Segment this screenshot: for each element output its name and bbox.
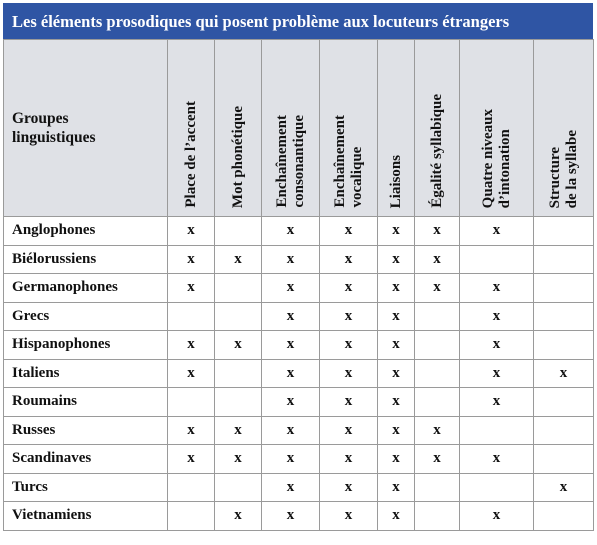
table-row xyxy=(4,245,594,274)
problem-mark-cell xyxy=(215,473,262,502)
problem-mark-cell xyxy=(215,217,262,246)
problem-mark-cell: x xyxy=(168,217,215,246)
prosody-table-container xyxy=(3,3,593,531)
column-header xyxy=(534,40,594,217)
problem-mark-cell: x xyxy=(320,388,378,417)
problem-mark-cell: x xyxy=(320,359,378,388)
table-row xyxy=(4,359,594,388)
column-header-label: Quatre niveaux d’intonation xyxy=(479,108,513,208)
problem-mark-cell: x xyxy=(215,445,262,474)
table-row xyxy=(4,445,594,474)
problem-mark-cell: x xyxy=(378,331,415,360)
header-row xyxy=(4,40,594,217)
problem-mark-cell: x xyxy=(378,445,415,474)
problem-mark-cell xyxy=(534,502,594,531)
problem-mark-cell: x xyxy=(262,473,320,502)
table-row xyxy=(4,331,594,360)
table-row xyxy=(4,388,594,417)
problem-mark-cell xyxy=(415,473,460,502)
problem-mark-cell: x xyxy=(534,473,594,502)
problem-mark-cell: x xyxy=(168,416,215,445)
problem-mark-cell: x xyxy=(262,274,320,303)
problem-mark-cell: x xyxy=(168,274,215,303)
table-row xyxy=(4,274,594,303)
column-header xyxy=(262,40,320,217)
column-header xyxy=(320,40,378,217)
column-header-label: Mot phonétique xyxy=(229,105,246,208)
problem-mark-cell xyxy=(460,416,534,445)
problem-mark-cell xyxy=(534,245,594,274)
column-header-label: Égalité syllabique xyxy=(428,94,445,208)
problem-mark-cell: x xyxy=(262,445,320,474)
column-header-label: Enchaînement consonantique xyxy=(273,115,307,208)
problem-mark-cell: x xyxy=(460,302,534,331)
table-row xyxy=(4,416,594,445)
problem-mark-cell: x xyxy=(415,445,460,474)
problem-mark-cell: x xyxy=(215,331,262,360)
language-group-name: Grecs xyxy=(4,302,168,331)
problem-mark-cell: x xyxy=(378,359,415,388)
problem-mark-cell: x xyxy=(320,302,378,331)
problem-mark-cell xyxy=(534,274,594,303)
problem-mark-cell: x xyxy=(415,245,460,274)
problem-mark-cell: x xyxy=(378,416,415,445)
table-row xyxy=(4,473,594,502)
problem-mark-cell xyxy=(168,473,215,502)
language-group-name: Vietnamiens xyxy=(4,502,168,531)
problem-mark-cell: x xyxy=(460,502,534,531)
problem-mark-cell: x xyxy=(320,331,378,360)
table-row xyxy=(4,502,594,531)
problem-mark-cell: x xyxy=(215,502,262,531)
column-header xyxy=(215,40,262,217)
problem-mark-cell xyxy=(415,388,460,417)
problem-mark-cell: x xyxy=(262,416,320,445)
problem-mark-cell: x xyxy=(320,445,378,474)
column-header xyxy=(415,40,460,217)
problem-mark-cell: x xyxy=(262,302,320,331)
problem-mark-cell: x xyxy=(262,217,320,246)
problem-mark-cell: x xyxy=(378,274,415,303)
column-header xyxy=(460,40,534,217)
problem-mark-cell: x xyxy=(262,331,320,360)
problem-mark-cell: x xyxy=(460,331,534,360)
language-group-name: Hispanophones xyxy=(4,331,168,360)
column-header-label: Liaisons xyxy=(387,154,404,208)
problem-mark-cell xyxy=(415,331,460,360)
problem-mark-cell: x xyxy=(320,502,378,531)
table-title: Les éléments prosodiques qui posent problème aux locuteurs étrangers xyxy=(3,3,593,39)
problem-mark-cell: x xyxy=(460,388,534,417)
column-header-label: Enchaînement vocalique xyxy=(331,115,365,208)
table-row xyxy=(4,302,594,331)
problem-mark-cell xyxy=(534,416,594,445)
language-group-name: Anglophones xyxy=(4,217,168,246)
problem-mark-cell: x xyxy=(378,302,415,331)
language-group-name: Scandinaves xyxy=(4,445,168,474)
problem-mark-cell: x xyxy=(262,388,320,417)
problem-mark-cell: x xyxy=(215,245,262,274)
problem-mark-cell xyxy=(215,302,262,331)
problem-mark-cell xyxy=(215,274,262,303)
problem-mark-cell xyxy=(168,388,215,417)
problem-mark-cell xyxy=(534,445,594,474)
problem-mark-cell: x xyxy=(320,245,378,274)
problem-mark-cell: x xyxy=(415,217,460,246)
problem-mark-cell: x xyxy=(262,502,320,531)
problem-mark-cell: x xyxy=(262,245,320,274)
problem-mark-cell xyxy=(534,217,594,246)
group-column-header-label: Groupes linguistiques xyxy=(12,110,96,146)
column-header xyxy=(168,40,215,217)
language-group-name: Russes xyxy=(4,416,168,445)
problem-mark-cell: x xyxy=(378,245,415,274)
problem-mark-cell: x xyxy=(320,274,378,303)
language-group-name: Roumains xyxy=(4,388,168,417)
problem-mark-cell: x xyxy=(215,416,262,445)
problem-mark-cell xyxy=(460,473,534,502)
problem-mark-cell: x xyxy=(320,217,378,246)
problem-mark-cell: x xyxy=(460,359,534,388)
prosody-table xyxy=(3,39,594,531)
language-group-name: Italiens xyxy=(4,359,168,388)
problem-mark-cell xyxy=(415,302,460,331)
table-row xyxy=(4,217,594,246)
problem-mark-cell: x xyxy=(460,217,534,246)
problem-mark-cell xyxy=(215,388,262,417)
problem-mark-cell: x xyxy=(378,217,415,246)
problem-mark-cell: x xyxy=(378,388,415,417)
problem-mark-cell: x xyxy=(320,473,378,502)
problem-mark-cell xyxy=(168,502,215,531)
problem-mark-cell xyxy=(415,502,460,531)
problem-mark-cell xyxy=(460,245,534,274)
column-header-label: Structure de la syllabe xyxy=(546,129,580,208)
problem-mark-cell xyxy=(534,388,594,417)
problem-mark-cell: x xyxy=(378,473,415,502)
problem-mark-cell xyxy=(534,302,594,331)
problem-mark-cell: x xyxy=(460,445,534,474)
language-group-name: Biélorussiens xyxy=(4,245,168,274)
problem-mark-cell: x xyxy=(460,274,534,303)
language-group-name: Germanophones xyxy=(4,274,168,303)
problem-mark-cell xyxy=(215,359,262,388)
column-header-label: Place de l’accent xyxy=(182,101,199,208)
problem-mark-cell: x xyxy=(534,359,594,388)
problem-mark-cell: x xyxy=(378,502,415,531)
problem-mark-cell: x xyxy=(168,331,215,360)
problem-mark-cell: x xyxy=(320,416,378,445)
table-body xyxy=(4,217,594,531)
problem-mark-cell: x xyxy=(415,274,460,303)
column-header xyxy=(378,40,415,217)
problem-mark-cell: x xyxy=(415,416,460,445)
problem-mark-cell: x xyxy=(262,359,320,388)
problem-mark-cell xyxy=(168,302,215,331)
problem-mark-cell: x xyxy=(168,245,215,274)
problem-mark-cell xyxy=(534,331,594,360)
language-group-name: Turcs xyxy=(4,473,168,502)
problem-mark-cell xyxy=(415,359,460,388)
group-column-header xyxy=(4,40,168,217)
problem-mark-cell: x xyxy=(168,445,215,474)
problem-mark-cell: x xyxy=(168,359,215,388)
